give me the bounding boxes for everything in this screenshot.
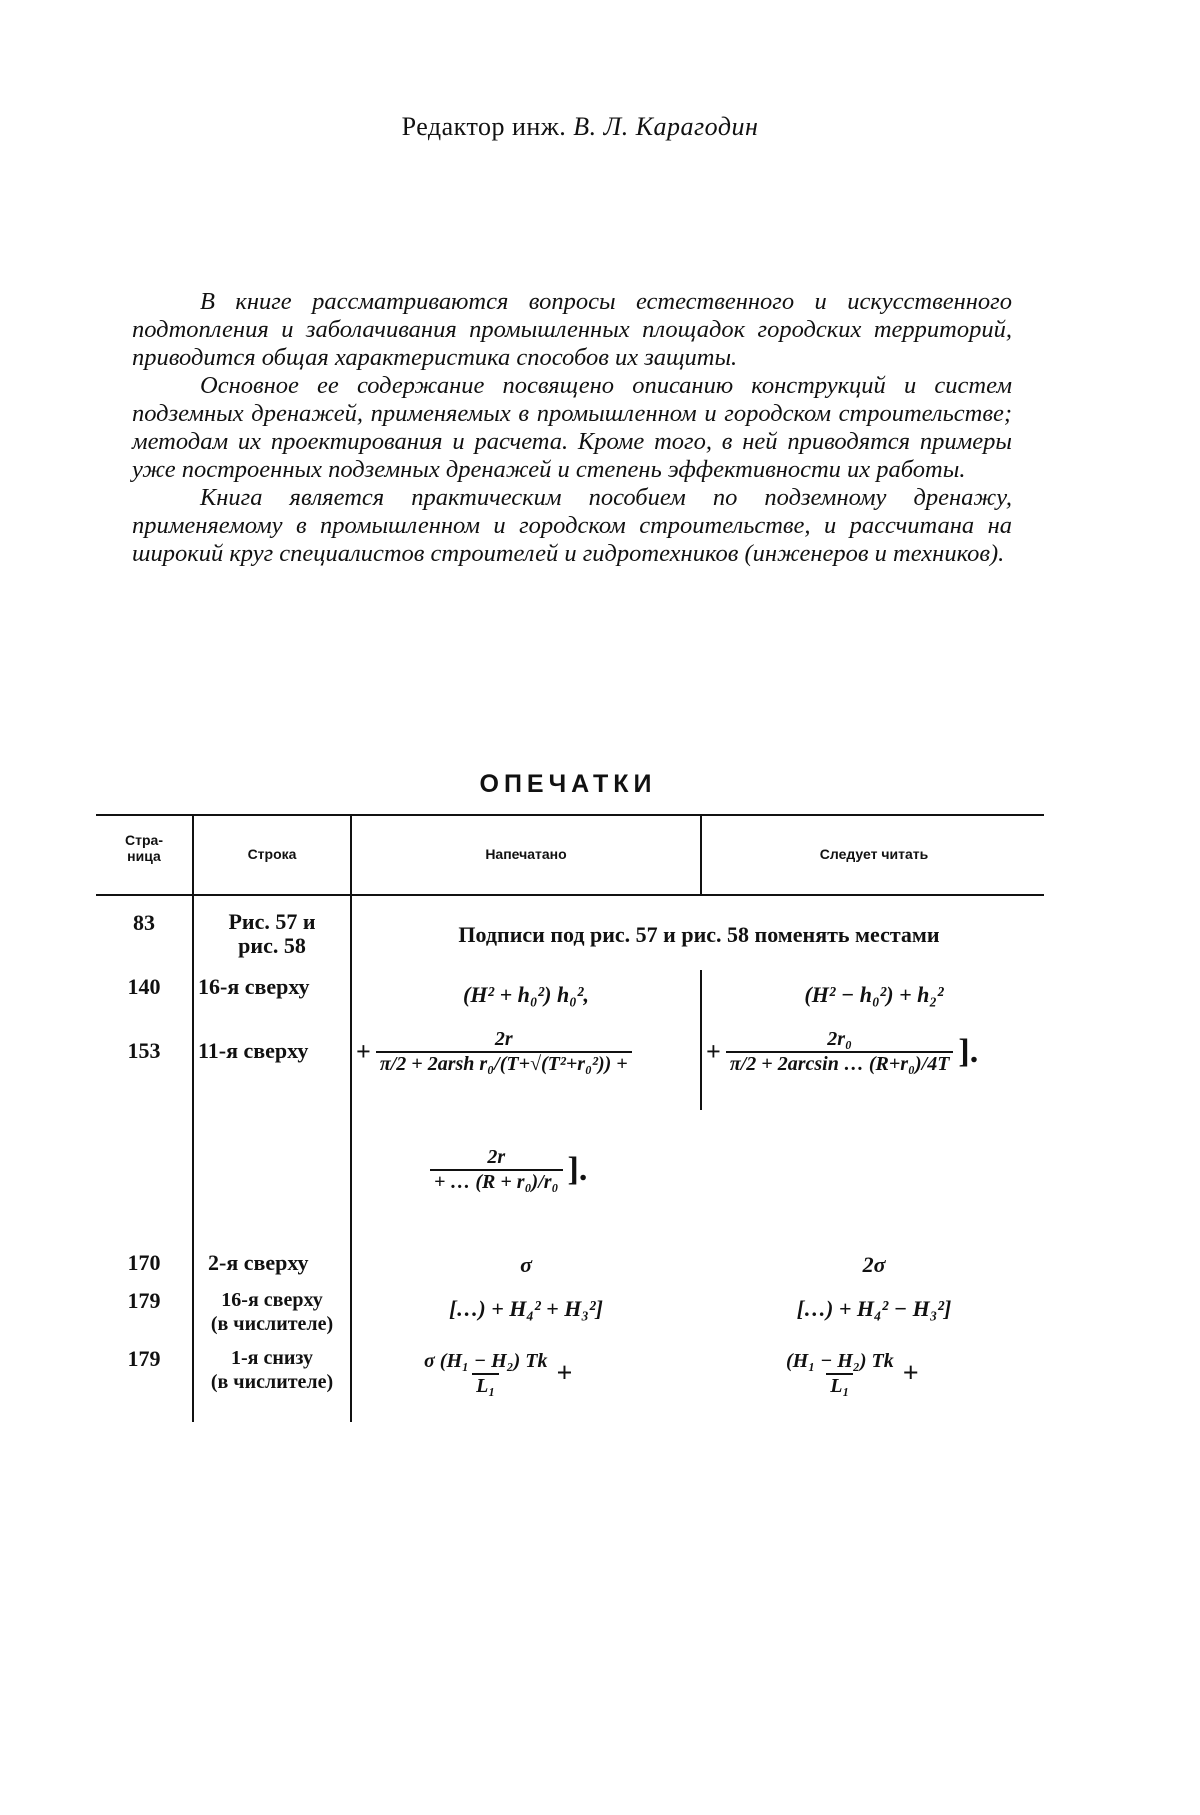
abstract-paragraph: Основное ее содержание посвящено описанию конструкций и систем подземных дренажей, применяемых в промышленном и городском строительстве; методам их проектирования и расчета. Кроме того, в ней приводятся примеры уже построенных подземных дренажей и степень эффективности их работы. bbox=[132, 372, 1012, 483]
printed-formula-continuation: $\frac{2r}{\text{+ … (R + r₀)/r₀}}$ ]. bbox=[430, 1146, 587, 1194]
row-page: 83 bbox=[133, 910, 155, 935]
correct-formula: (H² − h₀²) + h₂² bbox=[804, 982, 944, 1007]
abstract-paragraph: В книге рассматриваются вопросы естественного и искусственного подтопления и заболачивания промышленных площадок городских территорий, приводится общая характеристика способов их защиты. bbox=[132, 288, 1012, 371]
formula-denominator: + … (R + r₀)/r₀ bbox=[430, 1169, 563, 1194]
abstract-paragraph: Книга является практическим пособием по подземному дренажу, применяемому в промышленном и городском строительстве, и рассчитана на широкий круг специалистов строителей и гидротехников (инженеров и техников). bbox=[132, 484, 1012, 567]
formula-numerator: (H₁ − H₂) Tk bbox=[786, 1350, 894, 1372]
row-line: 1-я снизу (в числителе) bbox=[210, 1347, 334, 1393]
editor-line bbox=[0, 112, 1160, 142]
row-merged-note: Подписи под рис. 57 и рис. 58 поменять местами bbox=[458, 922, 940, 947]
formula-denominator: L₁ bbox=[826, 1373, 853, 1398]
printed-formula: $\frac{\text{σ (H₁ − H₂) Tk}}{\text{L₁}}$ + bbox=[420, 1350, 572, 1398]
header-should-read: Следует читать bbox=[819, 846, 929, 862]
printed-formula: + $\frac{2r}{\text{π/2 + 2arsh r₀/(T+√(T²+r₀²)) +}}$ bbox=[356, 1028, 632, 1076]
formula-denominator: L₁ bbox=[472, 1373, 499, 1398]
row-line: Рис. 57 и рис. 58 bbox=[228, 909, 316, 958]
correct-formula: […) + H₄² − H₃²] bbox=[796, 1296, 952, 1321]
row-line: 16-я сверху bbox=[198, 974, 310, 999]
row-page: 153 bbox=[127, 1038, 161, 1063]
correct-formula: $\frac{\text{(H₁ − H₂) Tk}}{\text{L₁}}$ + bbox=[782, 1350, 919, 1398]
printed-formula: (H² + h₀²) h₀², bbox=[463, 982, 589, 1007]
formula-denominator: π/2 + 2arsh r₀/(T+√(T²+r₀²)) + bbox=[376, 1051, 632, 1076]
formula-numerator: σ (H₁ − H₂) Tk bbox=[424, 1350, 548, 1372]
formula-numerator: 2r bbox=[487, 1146, 506, 1168]
row-line: 16-я сверху (в числителе) bbox=[210, 1289, 334, 1335]
editor-prefix: Редактор инж. bbox=[401, 112, 567, 141]
row-page: 140 bbox=[127, 974, 161, 999]
formula-numerator: 2r₀ bbox=[827, 1028, 852, 1050]
table-header-rule bbox=[96, 894, 1044, 896]
row-line: 11-я сверху bbox=[198, 1038, 309, 1063]
printed-formula: […) + H₄² + H₃²] bbox=[449, 1296, 603, 1321]
editor-name: В. Л. Карагодин bbox=[573, 112, 759, 141]
row-page: 179 bbox=[127, 1346, 161, 1371]
table-top-rule bbox=[96, 814, 1044, 816]
errata-title: ОПЕЧАТКИ bbox=[479, 770, 657, 798]
formula-numerator: 2r bbox=[494, 1028, 513, 1050]
column-divider bbox=[700, 816, 702, 894]
correct-formula: + $\frac{\text{2r₀}}{\text{π/2 + 2arcsin … (R+r₀)/4T}}$ ]. bbox=[706, 1028, 979, 1075]
abstract bbox=[132, 288, 1012, 568]
row-page: 179 bbox=[127, 1288, 161, 1313]
correct-formula: 2σ bbox=[862, 1252, 886, 1277]
row-page: 170 bbox=[127, 1250, 161, 1275]
header-printed: Напечатано bbox=[485, 846, 567, 862]
printed-formula: σ bbox=[520, 1252, 532, 1277]
column-divider bbox=[700, 970, 702, 1110]
row-line: 2-я сверху bbox=[208, 1250, 309, 1275]
header-line: Строка bbox=[247, 846, 297, 862]
column-divider bbox=[350, 816, 352, 1422]
header-page: Стра- ница bbox=[125, 832, 163, 864]
formula-denominator: π/2 + 2arcsin … (R+r₀)/4T bbox=[726, 1051, 954, 1076]
